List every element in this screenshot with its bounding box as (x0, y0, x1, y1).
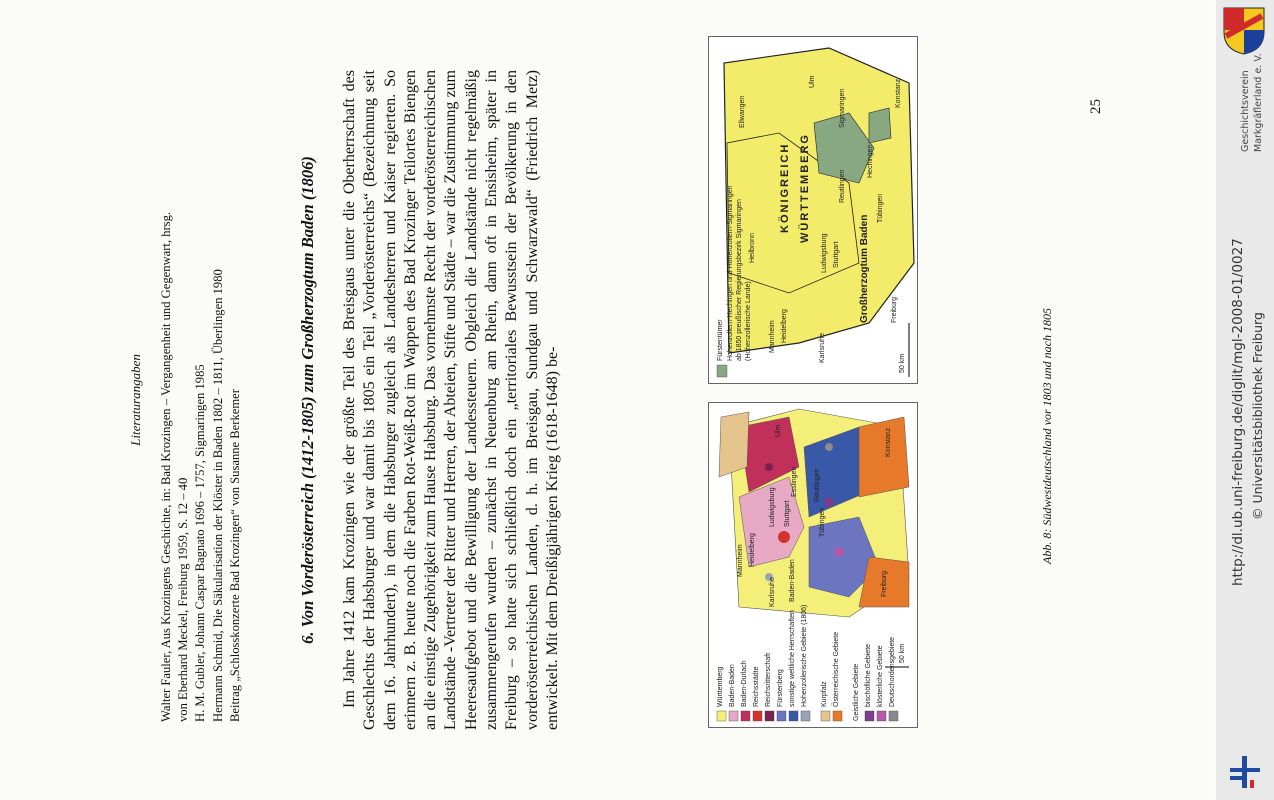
map1-legend-label: sonstige weltliche Herrschaften (789, 610, 796, 707)
map2-place: Heidelberg (781, 309, 788, 343)
map-after-1805 (708, 36, 918, 384)
map2-place: Karlsruhe (819, 333, 826, 363)
map1-place: Esslingen (791, 466, 798, 497)
map1-legend-label: Kurpfalz (821, 681, 828, 707)
map2-place: Sigmaringen (839, 88, 846, 128)
literature-entry: Beitrag „Schlosskonzerte Bad Krozingen“ von Susanne Berkemer (227, 389, 242, 722)
map2-label-baden: Großherzogtum Baden (859, 214, 870, 323)
map1-legend-label: Reichsstädte (753, 666, 760, 707)
document-url-link[interactable]: http://dl.ub.uni-freiburg.de/diglit/mgl-2008-01/0027 (1230, 238, 1246, 586)
map1-place: Reutlingen (814, 468, 821, 502)
literature-heading: Literaturangaben (128, 354, 143, 446)
map1-place: Heidelberg (749, 533, 756, 567)
literature-entry: H. M. Gubler, Johann Caspar Bagnato 1696 – 1757, Sigmaringen 1985 (193, 364, 208, 722)
map2-legend-label: Hohenzollern-Hechingen und Hohenzollern-Sigmaringen (727, 185, 734, 361)
map1-legend-label: Geistliche Gebiete (853, 663, 860, 721)
map1-place: Mannheim (737, 544, 744, 577)
map1-legend-label: Reichsritterschaft (765, 652, 772, 707)
map2-place: Ludwigsburg (821, 233, 828, 273)
body-paragraph: Im Jahre 1412 kam Krozingen wie der größte Teil des Breisgaus unter die Oberherrschaft des Geschlechts der Habsburger und war damit bis 1805 ein Teil „Vorderösterreichs“ (Bezeichnung seit dem 16. Jahrhundert), in dem die Habsburger zugleich als Landesherren und Kaiser regierten. So erinnern z. B. heute noch die Farben Rot-Weiß-Rot im Wappen des Bad Krozinger Teilortes Biengen an die einstige Zugehörigkeit zum Hause Habsburg. Das vornehmste Recht der vorderösterreichischen Landstände -Vertreter der Ritter und Herren, der Abteien, Stifte und Städte – war die Zustimmung zum Heeresaufgebot und die Bewilligung der Landessteuern. Obgleich die Landstände nicht regelmäßig zusammengerufen wurden – zunächst in Neuenburg am Rhein, dann oft in Ensisheim, später in Freiburg – so hatte sich schließlich doch ein „territoriales Bewusstsein der Bevölkerung in den vorderösterreichischen Landen, d. h. im Breisgau, Sundgau und Schwarzwald“ (Friedrich Metz) entwickelt. Mit dem Dreißigjährigen Krieg (1618-1648) be- (341, 70, 561, 730)
map2-place: Heilbronn (749, 233, 756, 263)
map1-legend (717, 711, 898, 721)
map1-place: Ludwigsburg (769, 487, 776, 527)
map2-legend (717, 365, 727, 377)
map2-place: Ulm (809, 75, 816, 88)
map1-place: Stuttgart (784, 500, 791, 527)
map1-place: Konstanz (885, 427, 892, 457)
map1-legend-label: Deutschordensgebiete (889, 636, 896, 707)
map1-legend-label: Hohenzollerische Gebiete (1806) (801, 604, 808, 707)
map1-legend-label: Württemberg (717, 666, 724, 707)
map2-legend-label: (Hohenzollerische Lande) (745, 281, 752, 361)
map2-place: Reutlingen (839, 169, 846, 203)
body-text (340, 70, 563, 730)
map1-place: Karlsruhe (769, 577, 776, 607)
map2-legend-label: Fürstentümer (717, 319, 724, 361)
literature-list (158, 82, 244, 722)
map2-legend-label: ab 1850 preußischer Regierungsbezirk Sigmaringen (736, 199, 743, 361)
map2-place: Ellwangen (739, 95, 746, 128)
map1-place: Ulm (775, 424, 782, 437)
society-name-line2: Markgräflerland e. V. (1253, 53, 1264, 152)
map2-place: Tübingen (877, 193, 884, 223)
copyright-notice: © Universitätsbibliothek Freiburg (1250, 312, 1265, 520)
map2-place: Mannheim (769, 320, 776, 353)
coat-of-arms-icon (1222, 6, 1266, 56)
map-before-1803 (708, 402, 918, 728)
map2-label-kingdom: KÖNIGREICH (779, 142, 791, 233)
map2-scale: 50 km (899, 353, 906, 373)
society-name-line1: Geschichtsverein (1240, 70, 1251, 152)
section-title: 6. Von Vorderösterreich (1412-1805) zum Großherzogtum Baden (1806) (298, 156, 317, 644)
map1-legend-label: Baden-Baden (729, 664, 736, 707)
map2-place: Hechingen (867, 144, 874, 178)
university-logo-icon (1224, 752, 1264, 792)
map2-place: Konstanz (895, 78, 902, 108)
map2-place: Stuttgart (833, 241, 840, 268)
map2-place: Freiburg (891, 296, 898, 323)
map1-legend-label: Fürstenberg (777, 669, 784, 707)
map1-place: Baden-Baden (789, 559, 796, 602)
figure-caption: Abb. 8: Südwestdeutschland vor 1803 und nach 1805 (1040, 308, 1054, 564)
map1-place: Freiburg (881, 570, 888, 597)
map1-legend-label: Baden-Durlach (741, 660, 748, 707)
map1-legend-label: bischöfliche Gebiete (865, 643, 872, 707)
literature-entry: Hermann Schmid, Die Säkularisation der Klöster in Baden 1802 – 1811, Überlingen 1980 (210, 269, 225, 722)
literature-entry: Walter Fauler, Aus Krozingens Geschichte, in: Bad Krozingen – Vergangenheit und Gegenwart, hrsg. (159, 211, 173, 722)
page-number: 25 (1088, 99, 1104, 114)
map1-legend-label: klösterliche Gebiete (877, 645, 884, 707)
map1-place: Tübingen (819, 507, 826, 537)
map2-label-wuerttemberg: WÜRTTEMBERG (799, 133, 811, 243)
map1-scale: 50 km (899, 643, 906, 663)
literature-entry: von Eberhard Meckel, Freiburg 1959, S. 12 – 40 (176, 477, 191, 722)
map1-legend-label: Österreichische Gebiete (833, 631, 840, 707)
